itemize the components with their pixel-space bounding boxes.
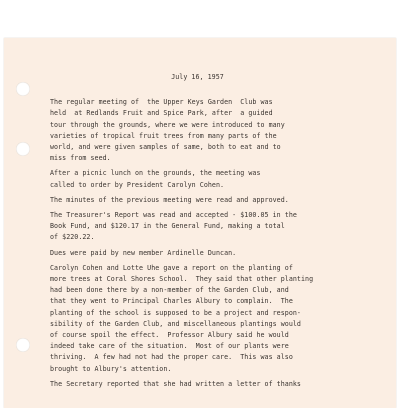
typed-document-page [4, 38, 396, 408]
text-line: Carolyn Cohen and Lotte Uhe gave a report on the planting of [50, 263, 293, 272]
text-line: held at Redlands Fruit and Spice Park, after a guided [50, 109, 273, 118]
text-line: called to order by President Carolyn Cohen. [50, 180, 225, 189]
text-line: Book Fund, and $120.17 in the General Fund, making a total [50, 222, 285, 231]
text-line: of course spoil the effect. Professor Albury said he would [50, 331, 289, 340]
text-line: After a picnic lunch on the grounds, the meeting was [50, 169, 261, 178]
paragraph [50, 168, 395, 190]
text-line: The regular meeting of the Upper Keys Garden Club was [50, 98, 273, 107]
text-line: The minutes of the previous meeting were read and approved. [50, 195, 289, 204]
text-line: tour through the grounds, where we were introduced to many [50, 120, 285, 129]
text-line: The Treasurer's Report was read and accepted - $100.05 in the [50, 211, 297, 220]
document-date: July 16, 1957 [171, 73, 224, 81]
paragraph [50, 195, 395, 206]
text-line: sibility of the Garden Club, and miscellaneous plantings would [50, 319, 301, 328]
paragraph [50, 97, 395, 164]
paragraph [50, 210, 395, 244]
text-line: of $220.22. [50, 233, 95, 242]
text-line: Dues were paid by new member Ardinelle Duncan. [50, 248, 237, 257]
text-line: The Secretary reported that she had written a letter of thanks [50, 379, 301, 388]
paragraph [50, 379, 395, 390]
text-line: had been done there by a non-member of the Garden Club, and [50, 286, 289, 295]
punch-hole [16, 142, 30, 156]
document-paragraphs [50, 97, 395, 390]
text-line: varieties of tropical fruit trees from many parts of the [50, 131, 277, 140]
paragraph [50, 263, 395, 375]
text-line: more trees at Coral Shores School. They said that other planting [50, 275, 314, 284]
punch-hole [16, 338, 30, 352]
text-line: thriving. A few had not had the proper care. This was also [50, 353, 293, 362]
text-line: world, and were given samples of same, both to eat and to [50, 143, 281, 152]
document-body [50, 72, 395, 394]
text-line: brought to Albury's attention. [50, 364, 172, 373]
text-line: that they went to Principal Charles Albury to complain. The [50, 297, 293, 306]
text-line: planting of the school is supposed to be a project and respon- [50, 308, 301, 317]
text-line: miss from seed. [50, 154, 111, 163]
paragraph [50, 248, 395, 259]
text-line: indeed take care of the situation. Most of our plants were [50, 342, 289, 351]
punch-hole [16, 82, 30, 96]
